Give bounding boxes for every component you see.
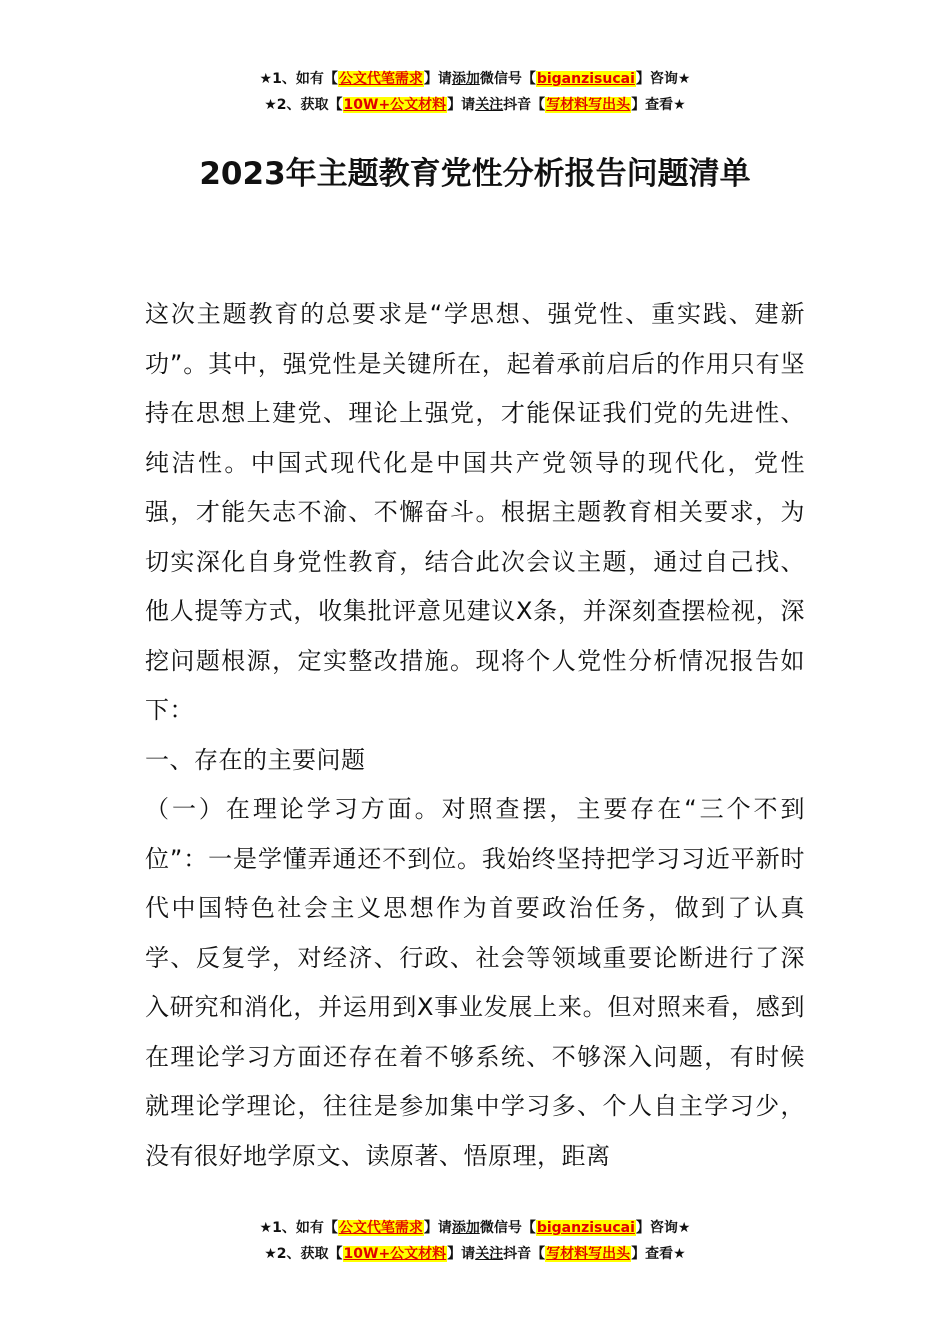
service-highlight: 公文代笔需求 xyxy=(338,71,423,87)
notice-text: ★1、如有【 xyxy=(259,71,338,87)
header-notice xyxy=(0,66,950,118)
header-notice-line-2 xyxy=(0,92,950,118)
notice-emphasis: 添加 xyxy=(451,71,480,87)
document-title: 2023年主题教育党性分析报告问题清单 xyxy=(199,156,751,192)
intro-paragraph: 这次主题教育的总要求是“学思想、强党性、重实践、建新功”。其中，强党性是关键所在，起着承前启后的作用只有坚持在思想上建党、理论上强党，才能保证我们党的先进性、纯洁性。中国式现代化是中国共产党领导的现代化，党性强，才能矢志不渝、不懈奋斗。根据主题教育相关要求，为切实深化自身党性教育，结合此次会议主题，通过自己找、他人提等方式，收集批评意见建议X条，并深刻查摆检视，深挖问题根源，定实整改措施。现将个人党性分析情况报告如下： xyxy=(145,300,805,724)
notice-text: 微信号【 xyxy=(479,71,536,87)
notice-text: 】请 xyxy=(423,1220,452,1236)
douyin-account-highlight: 写材料写出头 xyxy=(546,97,631,113)
notice-emphasis: 关注 xyxy=(475,97,504,113)
document-body xyxy=(145,290,805,1181)
footer-notice-line-2 xyxy=(0,1241,950,1267)
notice-text: ★2、获取【 xyxy=(264,97,343,113)
wechat-id-highlight: biganzisucai xyxy=(536,71,635,87)
service-highlight: 公文代笔需求 xyxy=(338,1220,423,1236)
notice-text: 抖音【 xyxy=(503,97,546,113)
douyin-account-highlight: 写材料写出头 xyxy=(546,1246,631,1262)
notice-emphasis: 添加 xyxy=(451,1220,480,1236)
notice-text: 】请 xyxy=(447,1246,476,1262)
footer-notice-line-1 xyxy=(0,1215,950,1241)
materials-highlight: 10W+公文材料 xyxy=(343,1246,447,1262)
materials-highlight: 10W+公文材料 xyxy=(343,97,447,113)
notice-text: 】查看★ xyxy=(631,97,686,113)
notice-text: 微信号【 xyxy=(479,1220,536,1236)
notice-emphasis: 关注 xyxy=(475,1246,504,1262)
notice-text: 】咨询★ xyxy=(635,71,691,87)
body-paragraph: （一）在理论学习方面。对照查摆，主要存在“三个不到位”：一是学懂弄通还不到位。我始终坚持把学习习近平新时代中国特色社会主义思想作为首要政治任务，做到了认真学、反复学，对经济、行政、社会等领域重要论断进行了深入研究和消化，并运用到X事业发展上来。但对照来看，感到在理论学习方面还存在着不够系统、不够深入问题，有时候就理论学理论，往往是参加集中学习多、个人自主学习少，没有很好地学原文、读原著、悟原理，距离 xyxy=(145,795,805,1170)
notice-text: 】咨询★ xyxy=(635,1220,691,1236)
notice-text: ★1、如有【 xyxy=(259,1220,338,1236)
section-heading: 一、存在的主要问题 xyxy=(145,745,366,774)
notice-text: 】查看★ xyxy=(631,1246,686,1262)
header-notice-line-1 xyxy=(0,66,950,92)
notice-text: 】请 xyxy=(423,71,452,87)
notice-text: ★2、获取【 xyxy=(264,1246,343,1262)
wechat-id-highlight: biganzisucai xyxy=(536,1220,635,1236)
notice-text: 抖音【 xyxy=(503,1246,546,1262)
notice-text: 】请 xyxy=(447,97,476,113)
footer-notice xyxy=(0,1215,950,1267)
